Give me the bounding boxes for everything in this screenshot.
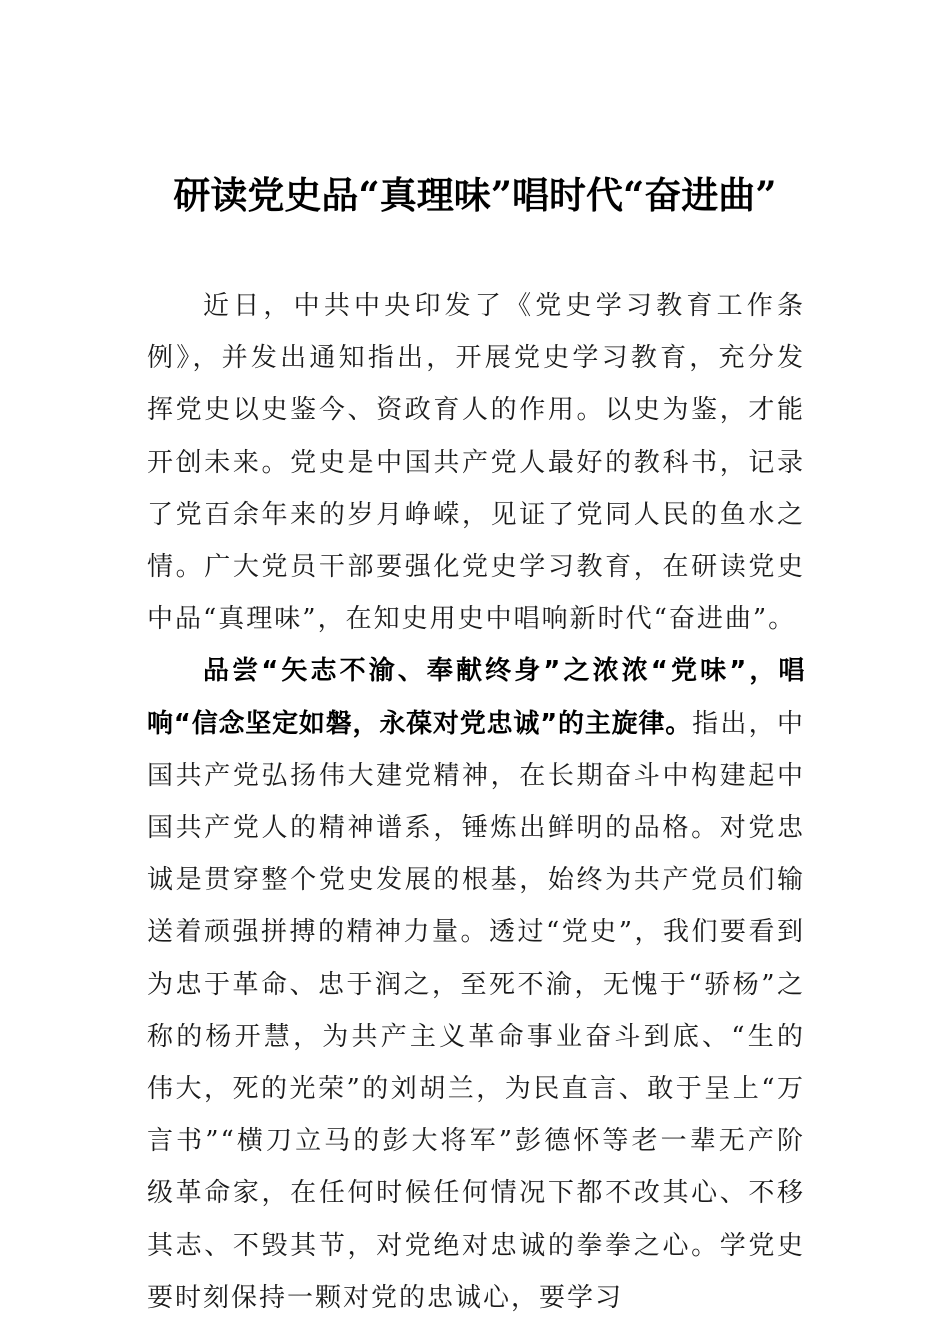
paragraph-2-lead: 品尝“矢志不渝、奉献终身”之浓浓“党味”，唱响“信念坚定如磐，永葆对党忠诚”的主旋律。: [147, 656, 805, 739]
paragraph-1: [147, 280, 805, 645]
paragraph-1-text: 近日，中共中央印发了《党史学习教育工作条例》，并发出通知指出，开展党史学习教育，充分发挥党史以史鉴今、资政育人的作用。以史为鉴，才能开创未来。党史是中国共产党人最好的教科书，记录了党百余年来的岁月峥嵘，见证了党同人民的鱼水之情。广大党员干部要强化党史学习教育，在研读党史中品“真理味”，在知史用史中唱响新时代“奋进曲”。: [147, 291, 805, 635]
paragraph-2-text: 指出，中国共产党弘扬伟大建党精神，在长期奋斗中构建起中国共产党人的精神谱系，锤炼出鲜明的品格。对党忠诚是贯穿整个党史发展的根基，始终为共产党员们输送着顽强拼搏的精神力量。透过“党史”，我们要看到为忠于革命、忠于润之，至死不渝，无愧于“骄杨”之称的杨开慧，为共产主义革命事业奋斗到底、“生的伟大，死的光荣”的刘胡兰，为民直言、敢于呈上“万言书”“横刀立马的彭大将军”彭德怀等老一辈无产阶级革命家，在任何时候任何情况下都不改其心、不移其志、不毁其节，对党绝对忠诚的拳拳之心。学党史要时刻保持一颗对党的忠诚心，要学习: [147, 708, 805, 1313]
paragraph-2: [147, 645, 805, 1324]
document-body: [147, 280, 805, 1324]
document-title: 研读党史品“真理味”唱时代“奋进曲”: [173, 173, 777, 217]
